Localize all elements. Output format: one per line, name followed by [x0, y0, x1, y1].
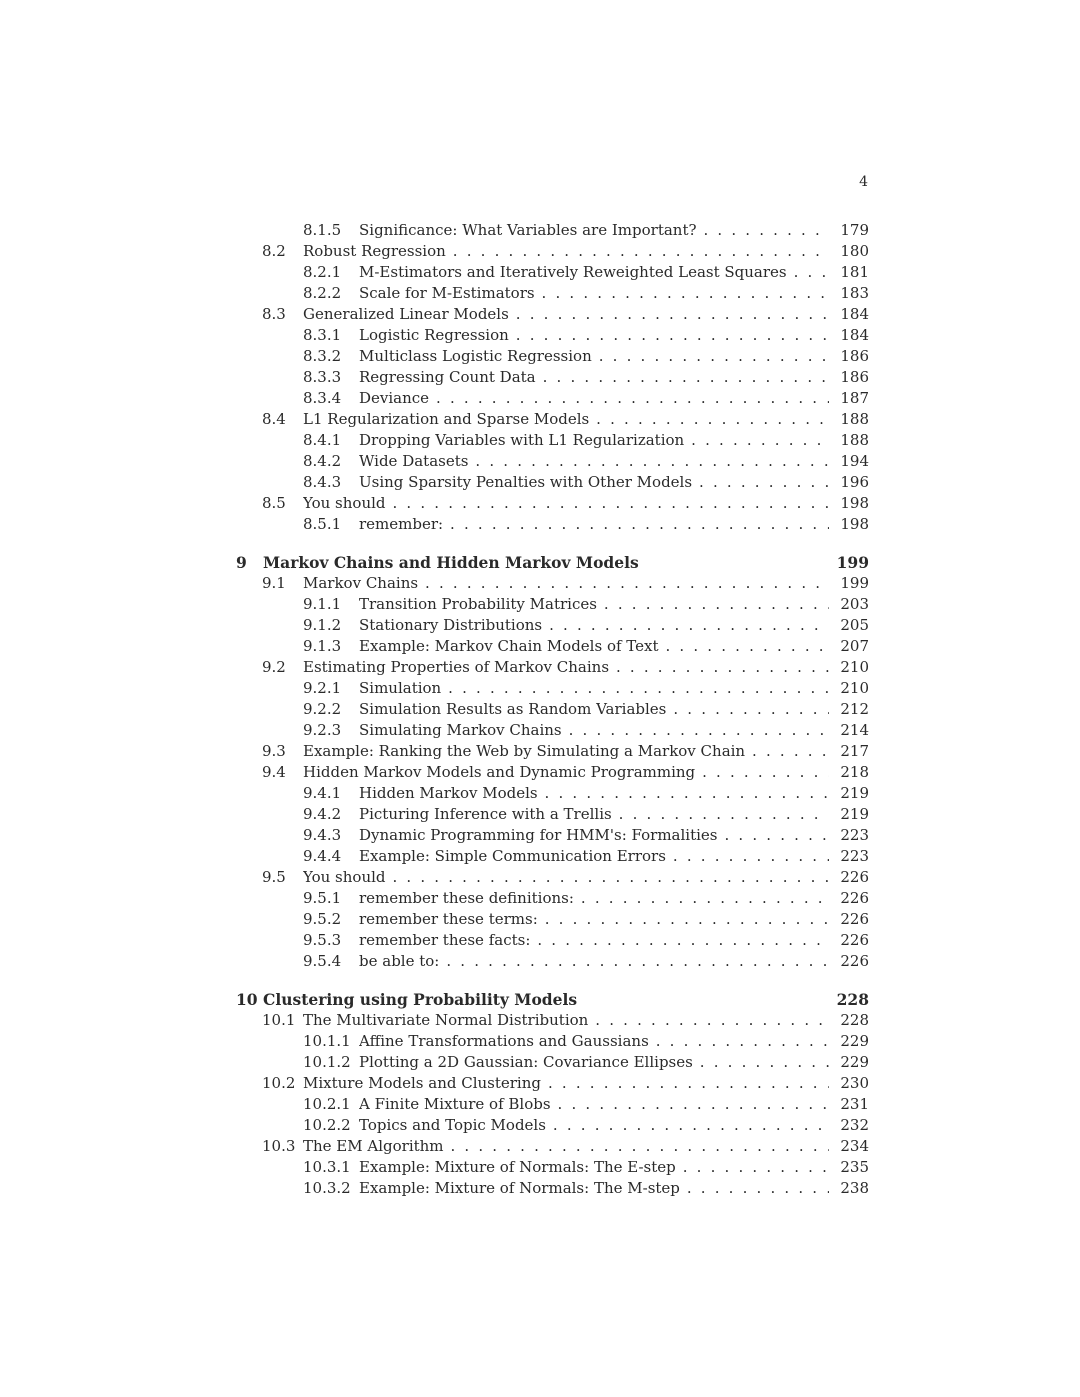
toc-entry-number: 10.2.2 — [303, 1116, 351, 1134]
toc-entry-page: 226 — [840, 868, 869, 886]
toc-entry-page: 214 — [840, 721, 869, 739]
toc-entry-title: Affine Transformations and Gaussians . . . — [359, 1031, 829, 1052]
toc-entry-number: 9.1.2 — [303, 616, 342, 634]
toc-entry-page: 188 — [840, 410, 869, 428]
toc-subsection-entry[interactable] — [303, 615, 869, 636]
toc-subsection-entry[interactable] — [303, 430, 869, 451]
toc-entry-number: 8.5 — [262, 494, 286, 512]
toc-entry-title: Simulation . . . — [359, 678, 829, 699]
toc-entry-title: Example: Markov Chain Models of Text . . . — [359, 636, 829, 657]
toc-entry-number: 9.2.3 — [303, 721, 342, 739]
toc-subsection-entry[interactable] — [303, 451, 869, 472]
toc-subsection-entry[interactable] — [303, 283, 869, 304]
toc-subsection-entry[interactable] — [303, 951, 869, 972]
toc-entry-number: 9.4.3 — [303, 826, 342, 844]
toc-entry-title: remember: . . . — [359, 514, 829, 535]
toc-entry-number: 8.4.3 — [303, 473, 342, 491]
toc-entry-number: 9.1.1 — [303, 595, 342, 613]
toc-subsection-entry[interactable] — [303, 909, 869, 930]
toc-entry-number: 9.1 — [262, 574, 286, 592]
toc-entry-page: 199 — [836, 553, 869, 572]
toc-entry-title: Wide Datasets . . . — [359, 451, 829, 472]
toc-section-entry[interactable] — [262, 1010, 869, 1031]
toc-subsection-entry[interactable] — [303, 1115, 869, 1136]
toc-entry-page: 198 — [840, 515, 869, 533]
toc-entry-number: 9.2.2 — [303, 700, 342, 718]
toc-entry-number: 9.5 — [262, 868, 286, 886]
toc-subsection-entry[interactable] — [303, 699, 869, 720]
toc-entry-title: Stationary Distributions . . . — [359, 615, 829, 636]
toc-entry-title: Estimating Properties of Markov Chains . . . — [303, 657, 829, 678]
toc-entry-number: 8.4.2 — [303, 452, 342, 470]
toc-entry-title: You should . . . — [303, 493, 829, 514]
toc-subsection-entry[interactable] — [303, 220, 869, 241]
toc-entry-page: 218 — [840, 763, 869, 781]
toc-subsection-entry[interactable] — [303, 514, 869, 535]
toc-entry-page: 181 — [840, 263, 869, 281]
toc-chapter-entry[interactable] — [236, 552, 869, 573]
toc-entry-number: 9.5.1 — [303, 889, 342, 907]
toc-entry-number: 9.3 — [262, 742, 286, 760]
toc-subsection-entry[interactable] — [303, 325, 869, 346]
toc-entry-title: Dropping Variables with L1 Regularization . . . — [359, 430, 829, 451]
toc-entry-page: 187 — [840, 389, 869, 407]
toc-subsection-entry[interactable] — [303, 346, 869, 367]
toc-entry-page: 223 — [840, 847, 869, 865]
toc-entry-number: 8.1.5 — [303, 221, 342, 239]
toc-entry-number: 8.3.2 — [303, 347, 342, 365]
toc-entry-page: 194 — [840, 452, 869, 470]
toc-entry-page: 226 — [840, 931, 869, 949]
toc-subsection-entry[interactable] — [303, 825, 869, 846]
toc-entry-title: Robust Regression . . . — [303, 241, 829, 262]
toc-entry-page: 207 — [840, 637, 869, 655]
toc-entry-page: 212 — [840, 700, 869, 718]
toc-entry-title: Scale for M-Estimators . . . — [359, 283, 829, 304]
toc-section-entry[interactable] — [262, 1073, 869, 1094]
toc-entry-number: 8.3.3 — [303, 368, 342, 386]
toc-entry-title: Logistic Regression . . . — [359, 325, 829, 346]
toc-subsection-entry[interactable] — [303, 783, 869, 804]
toc-entry-number: 9.5.2 — [303, 910, 342, 928]
toc-entry-number: 9.4.1 — [303, 784, 342, 802]
toc-subsection-entry[interactable] — [303, 636, 869, 657]
toc-entry-number: 10.1.1 — [303, 1032, 351, 1050]
toc-entry-number: 8.3.4 — [303, 389, 342, 407]
toc-entry-number: 9.4.4 — [303, 847, 342, 865]
toc-entry-page: 232 — [840, 1116, 869, 1134]
toc-entry-number: 10.1 — [262, 1011, 296, 1029]
toc-entry-number: 8.5.1 — [303, 515, 342, 533]
toc-section-entry[interactable] — [262, 1136, 869, 1157]
toc-entry-page: 238 — [840, 1179, 869, 1197]
toc-entry-title: Plotting a 2D Gaussian: Covariance Ellipses . . . — [359, 1052, 829, 1073]
toc-entry-title: Regressing Count Data . . . — [359, 367, 829, 388]
toc-entry-page: 183 — [840, 284, 869, 302]
toc-entry-title: Example: Simple Communication Errors . . . — [359, 846, 829, 867]
toc-entry-number: 8.3.1 — [303, 326, 342, 344]
toc-subsection-entry[interactable] — [303, 1157, 869, 1178]
toc-entry-page: 226 — [840, 952, 869, 970]
toc-entry-number: 10.3.2 — [303, 1179, 351, 1197]
toc-entry-title: Markov Chains and Hidden Markov Models — [263, 553, 639, 572]
toc-entry-title: be able to: . . . — [359, 951, 829, 972]
toc-entry-title: Deviance . . . — [359, 388, 829, 409]
toc-entry-number: 10.2.1 — [303, 1095, 351, 1113]
toc-entry-title: Multiclass Logistic Regression . . . — [359, 346, 829, 367]
toc-entry-page: 228 — [836, 990, 869, 1009]
toc-entry-number: 9.2 — [262, 658, 286, 676]
toc-entry-number: 9.5.3 — [303, 931, 342, 949]
toc-subsection-entry[interactable] — [303, 846, 869, 867]
toc-section-entry[interactable] — [262, 241, 869, 262]
toc-entry-title: Hidden Markov Models and Dynamic Programming . . . — [303, 762, 829, 783]
toc-section-entry[interactable] — [262, 762, 869, 783]
toc-entry-page: 186 — [840, 368, 869, 386]
toc-entry-page: 205 — [840, 616, 869, 634]
toc-entry-page: 229 — [840, 1032, 869, 1050]
toc-entry-title: Topics and Topic Models . . . — [359, 1115, 829, 1136]
toc-entry-title: The Multivariate Normal Distribution . . . — [303, 1010, 829, 1031]
toc-section-entry[interactable] — [262, 741, 869, 762]
toc-entry-page: 188 — [840, 431, 869, 449]
toc-entry-number: 8.3 — [262, 305, 286, 323]
toc-entry-number: 8.4 — [262, 410, 286, 428]
toc-entry-title: Using Sparsity Penalties with Other Models . . . — [359, 472, 829, 493]
toc-entry-title: Simulating Markov Chains . . . — [359, 720, 829, 741]
toc-entry-title: Generalized Linear Models . . . — [303, 304, 829, 325]
toc-subsection-entry[interactable] — [303, 472, 869, 493]
toc-entry-title: remember these terms: . . . — [359, 909, 829, 930]
toc-entry-title: Example: Mixture of Normals: The M-step . . . — [359, 1178, 829, 1199]
toc-entry-number: 9.2.1 — [303, 679, 342, 697]
toc-entry-page: 228 — [840, 1011, 869, 1029]
toc-entry-title: Simulation Results as Random Variables . . . — [359, 699, 829, 720]
toc-entry-number: 10.2 — [262, 1074, 296, 1092]
toc-entry-title: The EM Algorithm . . . — [303, 1136, 829, 1157]
toc-entry-page: 219 — [840, 784, 869, 802]
toc-subsection-entry[interactable] — [303, 1052, 869, 1073]
toc-section-entry[interactable] — [262, 573, 869, 594]
toc-subsection-entry[interactable] — [303, 678, 869, 699]
toc-subsection-entry[interactable] — [303, 388, 869, 409]
toc-section-entry[interactable] — [262, 867, 869, 888]
toc-entry-title: remember these facts: . . . — [359, 930, 829, 951]
toc-subsection-entry[interactable] — [303, 1031, 869, 1052]
toc-chapter-entry[interactable] — [236, 989, 869, 1010]
toc-entry-title: Hidden Markov Models . . . — [359, 783, 829, 804]
page-number: 4 — [859, 174, 868, 190]
toc-entry-page: 219 — [840, 805, 869, 823]
toc-entry-title: Picturing Inference with a Trellis . . . — [359, 804, 829, 825]
toc-entry-page: 184 — [840, 305, 869, 323]
toc-entry-number: 9.1.3 — [303, 637, 342, 655]
toc-entry-number: 8.2.2 — [303, 284, 342, 302]
toc-subsection-entry[interactable] — [303, 804, 869, 825]
toc-entry-title: A Finite Mixture of Blobs . . . — [359, 1094, 829, 1115]
toc-entry-title: Significance: What Variables are Important? . . . — [359, 220, 829, 241]
toc-entry-number: 9.4 — [262, 763, 286, 781]
toc-subsection-entry[interactable] — [303, 367, 869, 388]
toc-entry-number: 10.3.1 — [303, 1158, 351, 1176]
toc-entry-title: You should . . . — [303, 867, 829, 888]
toc-entry-page: 198 — [840, 494, 869, 512]
toc-entry-page: 196 — [840, 473, 869, 491]
toc-entry-number: 9 — [236, 553, 247, 572]
toc-entry-page: 203 — [840, 595, 869, 613]
toc-entry-title: Example: Ranking the Web by Simulating a Markov Chain . . . — [303, 741, 829, 762]
toc-entry-page: 186 — [840, 347, 869, 365]
toc-entry-page: 226 — [840, 910, 869, 928]
toc-entry-page: 231 — [840, 1095, 869, 1113]
toc-entry-title: Mixture Models and Clustering . . . — [303, 1073, 829, 1094]
toc-entry-number: 9.5.4 — [303, 952, 342, 970]
toc-section-entry[interactable] — [262, 657, 869, 678]
toc-entry-page: 210 — [840, 679, 869, 697]
toc-entry-title: M-Estimators and Iteratively Reweighted Least Squares . . . — [359, 262, 829, 283]
toc-entry-page: 235 — [840, 1158, 869, 1176]
toc-entry-number: 8.4.1 — [303, 431, 342, 449]
toc-subsection-entry[interactable] — [303, 930, 869, 951]
toc-entry-page: 223 — [840, 826, 869, 844]
toc-subsection-entry[interactable] — [303, 720, 869, 741]
toc-entry-page: 226 — [840, 889, 869, 907]
toc-entry-title: L1 Regularization and Sparse Models . . . — [303, 409, 829, 430]
toc-entry-page: 210 — [840, 658, 869, 676]
toc-entry-title: remember these definitions: . . . — [359, 888, 829, 909]
toc-entry-title: Clustering using Probability Models — [263, 990, 578, 1009]
toc-entry-number: 10.3 — [262, 1137, 296, 1155]
toc-entry-title: Dynamic Programming for HMM's: Formalities . . . — [359, 825, 829, 846]
toc-entry-page: 229 — [840, 1053, 869, 1071]
toc-entry-page: 230 — [840, 1074, 869, 1092]
toc-subsection-entry[interactable] — [303, 594, 869, 615]
toc-entry-page: 180 — [840, 242, 869, 260]
toc-entry-page: 234 — [840, 1137, 869, 1155]
toc-section-entry[interactable] — [262, 493, 869, 514]
toc-entry-title: Transition Probability Matrices . . . — [359, 594, 829, 615]
toc-entry-number: 10.1.2 — [303, 1053, 351, 1071]
toc-subsection-entry[interactable] — [303, 1178, 869, 1199]
toc-section-entry[interactable] — [262, 409, 869, 430]
toc-entry-number: 8.2 — [262, 242, 286, 260]
toc-entry-page: 179 — [840, 221, 869, 239]
toc-entry-page: 217 — [840, 742, 869, 760]
toc-entry-number: 10 — [236, 990, 258, 1009]
toc-subsection-entry[interactable] — [303, 1094, 869, 1115]
toc-entry-number: 8.2.1 — [303, 263, 342, 281]
toc-subsection-entry[interactable] — [303, 262, 869, 283]
toc-subsection-entry[interactable] — [303, 888, 869, 909]
toc-entry-title: Example: Mixture of Normals: The E-step . . . — [359, 1157, 829, 1178]
toc-entry-page: 184 — [840, 326, 869, 344]
toc-entry-page: 199 — [840, 574, 869, 592]
toc-entry-number: 9.4.2 — [303, 805, 342, 823]
toc-entry-title: Markov Chains . . . — [303, 573, 829, 594]
toc-section-entry[interactable] — [262, 304, 869, 325]
